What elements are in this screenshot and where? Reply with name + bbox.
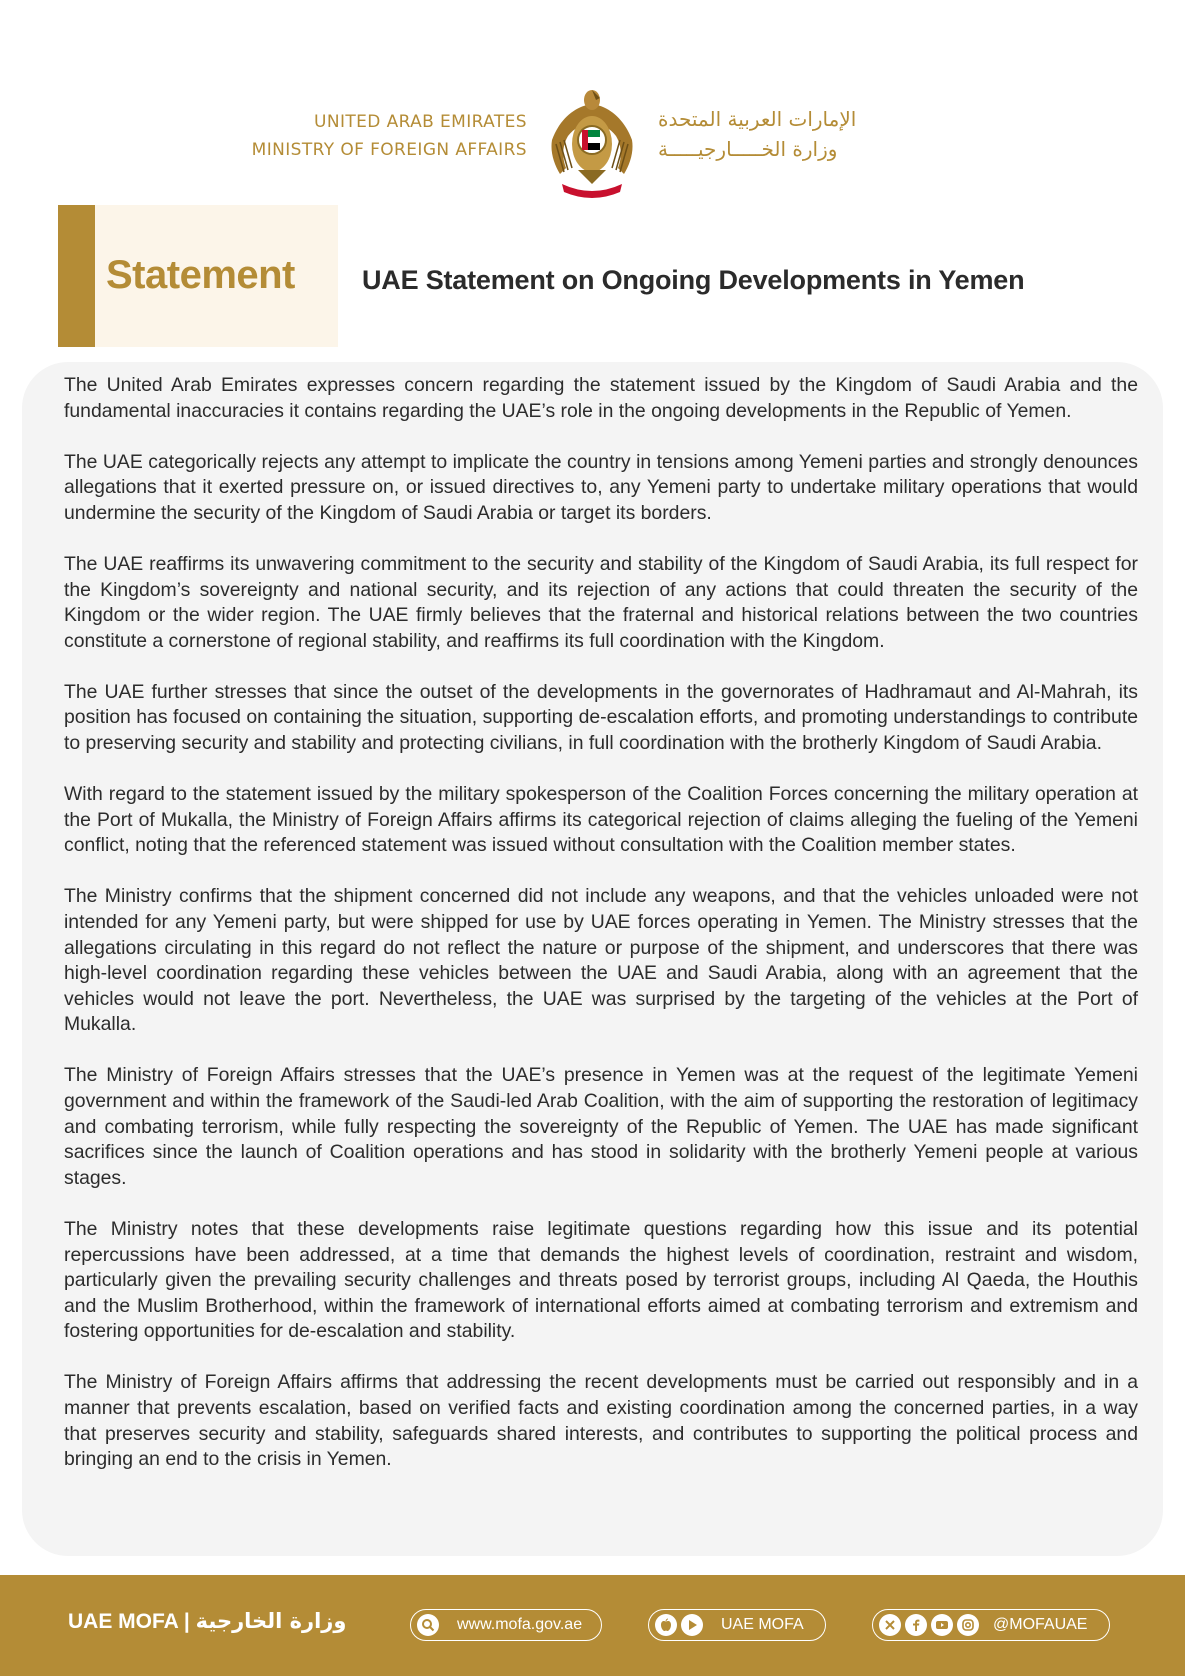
apple-icon xyxy=(655,1614,677,1636)
paragraph: The UAE further stresses that since the outset of the developments in the governorates of Hadhramaut and Al-Mahrah, its position has focused on containing the situation, supporting de-escalation efforts, and promoting understandings to contribute to preserving security and stability and protecting civilians, in full coordination with the brotherly Kingdom of Saudi Arabia. xyxy=(64,680,1138,755)
paragraph: The Ministry of Foreign Affairs stresses that the UAE’s presence in Yemen was at the request of the legitimate Yemeni government and within the framework of the Saudi-led Arab Coalition, with the aim of supporting the restoration of legitimacy and combating terrorism, while fully respecting the sovereignty of the Republic of Yemen. The UAE has made significant sacrifices since the launch of Coalition operations and has stood in solidarity with the brotherly Yemeni people at various stages. xyxy=(64,1064,1138,1189)
country-name-ar: الإمارات العربية المتحدة xyxy=(658,107,857,131)
social-links[interactable] xyxy=(872,1609,1110,1641)
paragraph: With regard to the statement issued by the military spokesperson of the Coalition Forces concerning the military operation at the Port of Mukalla, the Ministry of Foreign Affairs affirms its categorical rejection of claims alleging the fueling of the Yemeni conflict, noting that the referenced statement was issued without consultation with the Coalition member states. xyxy=(64,783,1138,857)
brand-separator: | xyxy=(183,1610,190,1633)
social-handle: @MOFAUAE xyxy=(993,1616,1088,1633)
paragraph: The United Arab Emirates expresses concern regarding the statement issued by the Kingdom of Saudi Arabia and the fundamental inaccuracies it contains regarding the UAE’s role in the ongoing developments in the Republic of Yemen. xyxy=(64,374,1138,422)
brand-en: UAE MOFA xyxy=(68,1610,179,1633)
paragraph: The UAE reaffirms its unwavering commitment to the security and stability of the Kingdom of Saudi Arabia, its full respect for the Kingdom’s sovereignty and national security, and its rejection of any actions that could threaten the security of the Kingdom or the wider region. The UAE firmly believes that the fraternal and historical relations between the two countries constitute a cornerstone of regional stability, and reaffirms its full coordination with the Kingdom. xyxy=(64,552,1138,652)
letterhead xyxy=(0,84,1185,204)
ministry-name-ar: وزارة الخـــــارجيـــــة xyxy=(658,137,838,161)
footer-bar xyxy=(0,1575,1185,1676)
app-store-link[interactable] xyxy=(648,1609,826,1641)
paragraph: The Ministry of Foreign Affairs affirms that addressing the recent developments must be carried out responsibly and in a manner that prevents escalation, based on verified facts and existing coordination among the concerned parties, in a way that preserves security and stability, safeguards shared interests, and contributes to supporting the political process and bringing an end to the crisis in Yemen. xyxy=(64,1371,1138,1471)
statement-label: Statement xyxy=(106,253,295,297)
youtube-icon[interactable] xyxy=(931,1614,953,1636)
ministry-name-arabic xyxy=(658,104,856,164)
instagram-icon[interactable] xyxy=(957,1614,979,1636)
paragraph: The Ministry notes that these developments raise legitimate questions regarding how this issue and its potential repercussions have been addressed, at a time that demands the highest levels of coordination, restraint and wisdom, particularly given the prevailing security challenges and threats posed by terrorist groups, including Al Qaeda, the Houthis and the Muslim Brotherhood, within the framework of international efforts aimed at combating terrorism and extremism and fostering opportunities for de-escalation and stability. xyxy=(64,1217,1138,1343)
x-icon[interactable] xyxy=(879,1614,901,1636)
app-label: UAE MOFA xyxy=(721,1616,804,1633)
google-play-icon xyxy=(681,1614,703,1636)
website-link[interactable] xyxy=(410,1609,602,1641)
statement-tag-box xyxy=(58,205,338,347)
accent-bar xyxy=(58,205,95,347)
brand-ar: وزارة الخارجية xyxy=(195,1609,347,1633)
ministry-name-english xyxy=(252,108,527,164)
facebook-icon[interactable] xyxy=(905,1614,927,1636)
footer-brand xyxy=(68,1609,346,1634)
search-icon xyxy=(417,1614,439,1636)
paragraph: The UAE categorically rejects any attempt to implicate the country in tensions among Yemeni parties and strongly denounces allegations that it exerted pressure on, or issued directives to, any Yemeni party to undertake military operations that would undermine the security of the Kingdom of Saudi Arabia or target its borders. xyxy=(64,450,1138,524)
country-name-en: UNITED ARAB EMIRATES xyxy=(313,112,527,132)
statement-body xyxy=(64,373,1138,1498)
uae-falcon-emblem-icon xyxy=(546,84,638,200)
ministry-name-en: MINISTRY OF FOREIGN AFFAIRS xyxy=(251,140,527,160)
website-url: www.mofa.gov.ae xyxy=(457,1616,583,1633)
page-title: UAE Statement on Ongoing Developments in Yemen xyxy=(362,265,1025,295)
paragraph: The Ministry confirms that the shipment concerned did not include any weapons, and that the vehicles unloaded were not intended for any Yemeni party, but were shipped for use by UAE forces operating in Yemen. The Ministry stresses that the allegations circulating in this regard do not reflect the nature or purpose of the shipment, and underscores that there was high-level coordination regarding these vehicles between the UAE and Saudi Arabia, along with an agreement that the vehicles would not leave the port. Nevertheless, the UAE was surprised by the targeting of the vehicles at the Port of Mukalla. xyxy=(64,885,1138,1036)
